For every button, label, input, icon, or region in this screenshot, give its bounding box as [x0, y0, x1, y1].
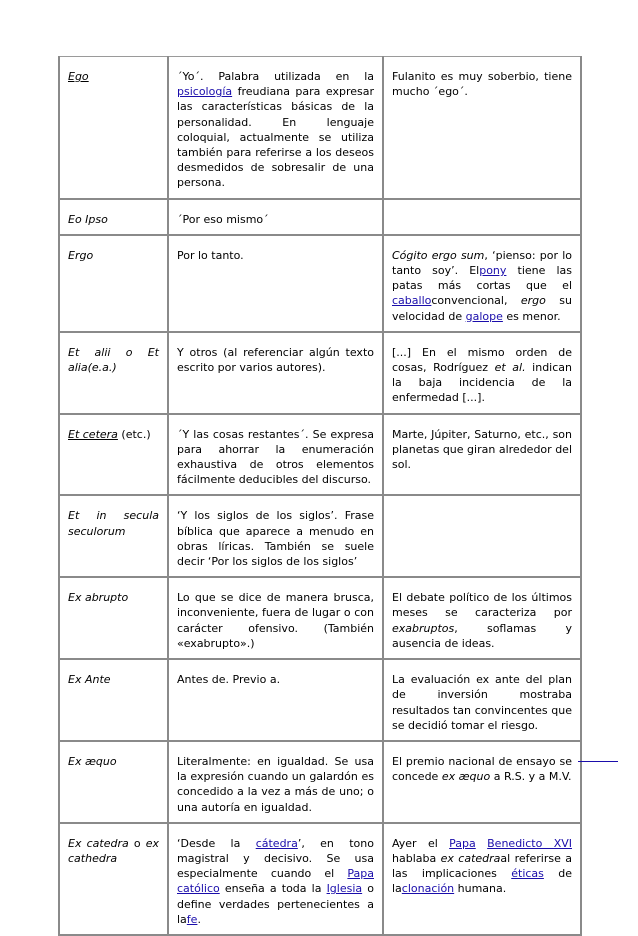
term-cell [59, 199, 168, 235]
wiki-link[interactable]: cátedra [255, 836, 298, 850]
text-run: Et in secula seculorum [68, 509, 159, 538]
wiki-link[interactable]: Iglesia [326, 882, 363, 896]
text-run [476, 837, 487, 850]
term-cell [59, 332, 168, 414]
text-run: o [128, 836, 146, 850]
text-run: et al. [494, 361, 526, 375]
text-run: El debate político de los últimos meses se caracteriza por [392, 591, 572, 620]
table-row [59, 577, 581, 659]
example-cell [383, 414, 581, 496]
text-run: convencional, [431, 294, 521, 308]
wiki-link[interactable]: galope [465, 309, 503, 323]
table-body [59, 57, 581, 935]
text-run: enseña a toda la [219, 882, 327, 896]
example-cell [383, 741, 581, 823]
example-cell [383, 57, 581, 199]
text-run: ergo [520, 294, 546, 308]
latin-expressions-table [58, 56, 582, 936]
meaning-cell [168, 659, 383, 741]
text-run: ’, en tono magistral y decisivo. Se usa especialmente cuando el [177, 836, 374, 881]
text-run: . [197, 912, 201, 926]
term-cell [59, 495, 168, 577]
text-run: Ex abrupto [68, 591, 129, 605]
meaning-cell [168, 414, 383, 496]
example-cell [383, 332, 581, 414]
wiki-link[interactable]: fe [186, 912, 198, 926]
wiki-link[interactable]: caballo [392, 294, 432, 308]
text-run: exabruptos [392, 621, 455, 635]
text-run: indican la baja incidencia de la enfermedad [...]. [392, 361, 572, 405]
text-run: Ergo [68, 248, 94, 262]
term-cell [59, 741, 168, 823]
table-row [59, 57, 581, 199]
table-row [59, 414, 581, 496]
link-underline-overflow [578, 761, 618, 762]
meaning-cell [168, 235, 383, 332]
wiki-link[interactable]: psicología [177, 85, 233, 99]
text-run: humana. [454, 882, 507, 896]
text-run: Antes de. Previo a. [177, 673, 281, 687]
table-row [59, 235, 581, 332]
text-run: de la [392, 867, 573, 896]
text-run: es menor. [502, 309, 561, 323]
text-run: Cógito ergo sum [392, 248, 485, 262]
text-run: [...] En el mismo orden de cosas, Rodríguez [392, 345, 572, 375]
table-row [59, 332, 581, 414]
text-run: Eo Ipso [68, 212, 108, 226]
text-run: ex cathedra [68, 836, 159, 865]
text-run: Et cetera [68, 427, 118, 441]
meaning-cell [168, 199, 383, 235]
meaning-cell [168, 823, 383, 935]
text-run: Ego [68, 70, 89, 83]
wiki-link[interactable]: pony [479, 264, 507, 278]
example-cell [383, 495, 581, 577]
meaning-cell [168, 577, 383, 659]
wiki-link[interactable]: Papa [347, 867, 374, 881]
text-run: al referirse a las implicaciones [392, 851, 572, 881]
table-row [59, 823, 581, 935]
text-run: a R.S. y a M.V. [490, 770, 572, 784]
text-run: Et alii o Et alia(e.a.) [68, 345, 159, 375]
term-cell [59, 235, 168, 332]
wiki-link[interactable]: Benedicto XVI [487, 836, 572, 850]
text-run: Ex catedra [68, 836, 129, 850]
example-cell [383, 823, 581, 935]
example-cell [383, 577, 581, 659]
wiki-link[interactable]: éticas [511, 867, 544, 881]
term-cell [59, 414, 168, 496]
text-run: Marte, Júpiter, Saturno, etc., son planetas que giran alrededor del sol. [392, 427, 572, 472]
text-run: Lo que se dice de manera brusca, inconveniente, fuera de lugar o con carácter ofensivo. (También «exabrupto».) [177, 591, 374, 650]
meaning-cell [168, 741, 383, 823]
text-run: (etc.) [117, 427, 151, 441]
text-run: o define verdades pertenecientes a la [177, 882, 374, 926]
text-run: ‘Y los siglos de los siglos’. Frase bíblica que aparece a menudo en obras líricas. También se suele decir ‘Por los siglos de los siglos’ [177, 509, 374, 569]
text-run: Ex æquo [68, 754, 117, 768]
text-run: ‘Desde la [177, 836, 256, 850]
term-cell [59, 57, 168, 199]
text-run: freudiana para expresar las características básicas de la personalidad. En lenguaje coloquial, actualmente se utiliza también para referirse a los deseos desmedidos de sobresalir de una persona. [177, 85, 374, 190]
text-run: ex æquo [441, 770, 491, 784]
text-run: Ayer el [392, 836, 450, 850]
text-run: ´Yo´. Palabra utilizada en la [177, 70, 374, 83]
table-row [59, 495, 581, 577]
table-row [59, 199, 581, 235]
text-run: Fulanito es muy soberbio, tiene mucho ´ego´. [392, 70, 572, 99]
text-run: ex catedra [440, 851, 501, 865]
meaning-cell [168, 57, 383, 199]
text-run: ´Por eso mismo´ [177, 212, 269, 226]
text-run: , ‘pienso: por lo tanto soy’. El [392, 248, 573, 278]
wiki-link[interactable]: católico [177, 882, 220, 896]
example-cell [383, 235, 581, 332]
text-run: Por lo tanto. [177, 248, 244, 262]
text-run: , soflamas y ausencia de ideas. [392, 621, 572, 650]
table-row [59, 659, 581, 741]
wiki-link[interactable]: clonación [401, 882, 455, 896]
wiki-link[interactable]: Papa [449, 836, 476, 850]
text-run: hablaba [392, 851, 441, 865]
text-run: ´Y las cosas restantes´. Se expresa para ahorrar la enumeración exhaustiva de otros elementos fácilmente deducibles del discurso. [177, 427, 374, 487]
example-cell [383, 659, 581, 741]
meaning-cell [168, 332, 383, 414]
text-run: Literalmente: en igualdad. Se usa la expresión cuando un galardón es concedido a la vez a más de uno; o una autoría en igualdad. [177, 754, 374, 814]
text-run: su velocidad de [392, 294, 572, 323]
term-cell [59, 577, 168, 659]
meaning-cell [168, 495, 383, 577]
text-run: Ex Ante [68, 673, 111, 687]
term-cell [59, 823, 168, 935]
text-run: tiene las patas más cortas que el [392, 264, 572, 293]
text-run: Y otros (al referenciar algún texto escrito por varios autores). [177, 345, 374, 375]
text-run: El premio nacional de ensayo se concede [392, 754, 572, 784]
table-row [59, 741, 581, 823]
example-cell [383, 199, 581, 235]
term-cell [59, 659, 168, 741]
text-run: La evaluación ex ante del plan de inversión mostraba resultados tan convincentes que se decidió tomar el riesgo. [392, 673, 572, 732]
